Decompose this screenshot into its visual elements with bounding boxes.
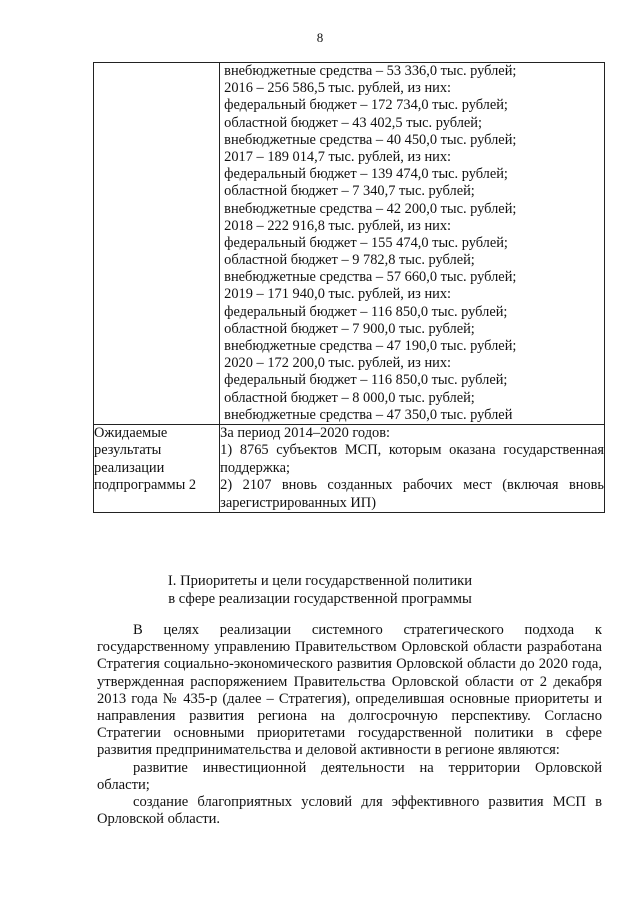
paragraph-strategy: В целях реализации системного стратегического подхода к государственному управлению Правительством Орловской области разработана Стратегия социально-экономического развития Орловской области до 2020 года, утвержденная распоряжением Правительства Орловской области от 2 декабря 2013 года № 435-р (далее – Стратегия), определившая основные приоритеты и направления развития региона на долгосрочную перспективу. Согласно Стратегии основными приоритетами государственной политики в сфере развития предпринимательства и деловой активности в регионе являются: <box>97 622 602 759</box>
results-label-line: подпрограммы 2 <box>94 477 197 494</box>
results-row <box>94 424 605 513</box>
funding-line: областной бюджет – 7 900,0 тыс. рублей; <box>224 320 475 337</box>
funding-line: внебюджетные средства – 47 350,0 тыс. рублей <box>224 406 513 423</box>
funding-line: федеральный бюджет – 139 474,0 тыс. рублей; <box>224 166 508 183</box>
body-text <box>97 622 602 828</box>
funding-line: 2020 – 172 200,0 тыс. рублей, из них: <box>224 355 452 372</box>
results-label-cell <box>94 424 220 513</box>
funding-label-cell <box>94 63 220 425</box>
funding-line: федеральный бюджет – 116 850,0 тыс. рублей; <box>224 372 508 389</box>
page-number: 8 <box>316 30 324 45</box>
funding-line: внебюджетные средства – 40 450,0 тыс. рублей; <box>224 131 517 148</box>
funding-line: федеральный бюджет – 172 734,0 тыс. рублей; <box>224 97 508 114</box>
results-label-line: реализации <box>94 459 165 476</box>
results-cell <box>220 424 605 513</box>
funding-table <box>93 62 605 513</box>
funding-line: внебюджетные средства – 53 336,0 тыс. рублей; <box>224 63 517 79</box>
funding-line: внебюджетные средства – 47 190,0 тыс. рублей; <box>224 338 517 354</box>
funding-cell <box>220 63 605 425</box>
results-period: За период 2014–2020 годов: <box>220 424 391 441</box>
results-item-1: 1) 8765 субъектов МСП, которым оказана государственная поддержка; <box>220 442 604 476</box>
funding-row <box>94 63 605 425</box>
section-title <box>0 572 640 608</box>
funding-line: федеральный бюджет – 116 850,0 тыс. рублей; <box>224 303 508 320</box>
funding-line: 2017 – 189 014,7 тыс. рублей, из них: <box>224 148 452 165</box>
funding-line: внебюджетные средства – 42 200,0 тыс. рублей; <box>224 200 517 217</box>
section-title-line-1: I. Приоритеты и цели государственной политики <box>167 573 473 589</box>
funding-line: областной бюджет – 9 782,8 тыс. рублей; <box>224 252 475 269</box>
funding-line: 2019 – 171 940,0 тыс. рублей, из них: <box>224 286 452 303</box>
funding-line: областной бюджет – 43 402,5 тыс. рублей; <box>224 114 482 131</box>
paragraph-priority-2: создание благоприятных условий для эффективного развития МСП в Орловской области. <box>97 794 602 828</box>
funding-line: областной бюджет – 7 340,7 тыс. рублей; <box>224 183 475 200</box>
results-item-2: 2) 2107 вновь созданных рабочих мест (включая вновь зарегистрированных ИП) <box>220 477 604 511</box>
results-label-line: результаты <box>94 442 162 459</box>
funding-line: 2016 – 256 586,5 тыс. рублей, из них: <box>224 80 452 97</box>
results-label-line: Ожидаемые <box>94 424 168 441</box>
funding-line: областной бюджет – 8 000,0 тыс. рублей; <box>224 389 475 406</box>
paragraph-priority-1: развитие инвестиционной деятельности на территории Орловской области; <box>97 759 602 793</box>
funding-line: 2018 – 222 916,8 тыс. рублей, из них: <box>224 217 452 234</box>
section-title-line-2: в сфере реализации государственной программы <box>168 591 472 607</box>
funding-line: внебюджетные средства – 57 660,0 тыс. рублей; <box>224 269 517 286</box>
funding-line: федеральный бюджет – 155 474,0 тыс. рублей; <box>224 234 508 251</box>
